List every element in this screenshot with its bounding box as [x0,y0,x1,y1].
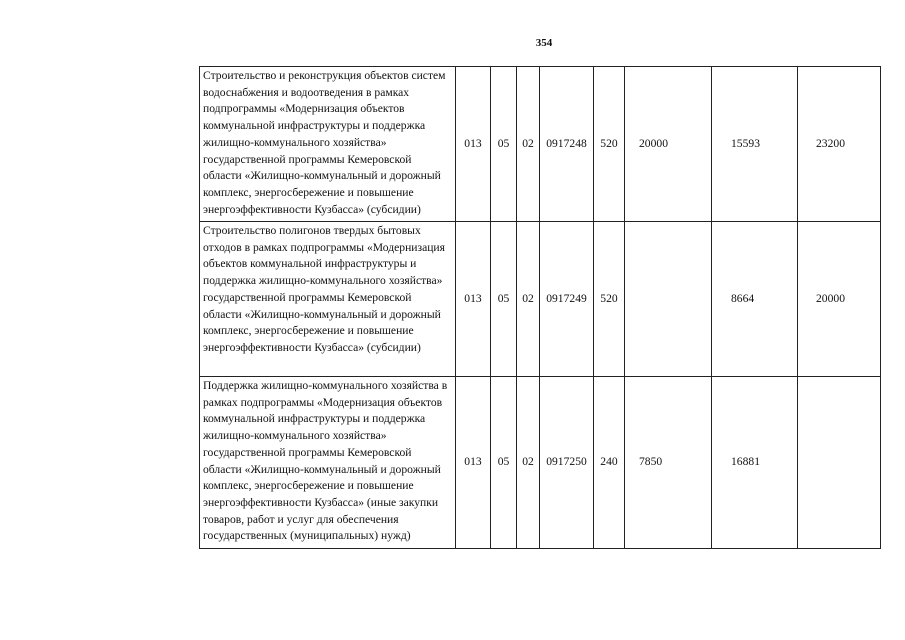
amount-2: 16881 [712,377,798,549]
budget-table [199,66,881,549]
row-description: Строительство и реконструкция объектов систем водоснабжения и водоотведения в рамках подпрограммы «Модернизация объектов коммунальной инфраструктуры и поддержка жилищно-коммунального хозяйства» государственной программы Кемеровской области «Жилищно-коммунальный и дорожный комплекс, энергосбережение и повышение энергоэффективности Кузбасса» (субсидии) [200,67,456,222]
subsection-code: 02 [517,377,540,549]
amount-3: 20000 [798,222,881,377]
amount-1 [625,222,712,377]
amount-1: 20000 [625,67,712,222]
amount-3 [798,377,881,549]
subsection-code: 02 [517,222,540,377]
amount-3: 23200 [798,67,881,222]
amount-2: 15593 [712,67,798,222]
table-row [200,67,881,222]
subsection-code: 02 [517,67,540,222]
table-row [200,377,881,549]
ministry-code: 013 [456,67,491,222]
expense-type-code: 240 [594,377,625,549]
section-code: 05 [491,222,517,377]
section-code: 05 [491,377,517,549]
section-code: 05 [491,67,517,222]
table-row [200,222,881,377]
amount-2: 8664 [712,222,798,377]
target-article-code: 0917250 [540,377,594,549]
expense-type-code: 520 [594,222,625,377]
ministry-code: 013 [456,222,491,377]
expense-type-code: 520 [594,67,625,222]
amount-1: 7850 [625,377,712,549]
target-article-code: 0917249 [540,222,594,377]
ministry-code: 013 [456,377,491,549]
page-number: 354 [535,37,553,49]
row-description: Поддержка жилищно-коммунального хозяйства в рамках подпрограммы «Модернизация объектов коммунальной инфраструктуры и поддержка жилищно-коммунального хозяйства» государственной программы Кемеровской области «Жилищно-коммунальный и дорожный комплекс, энергосбережение и повышение энергоэффективности Кузбасса» (иные закупки товаров, работ и услуг для обеспечения государственных (муниципальных) нужд) [200,377,456,549]
row-description: Строительство полигонов твердых бытовых отходов в рамках подпрограммы «Модернизация объектов коммунальной инфраструктуры и поддержка жилищно-коммунального хозяйства» государственной программы Кемеровской области «Жилищно-коммунальный и дорожный комплекс, энергосбережение и повышение энергоэффективности Кузбасса» (субсидии) [200,222,456,377]
target-article-code: 0917248 [540,67,594,222]
